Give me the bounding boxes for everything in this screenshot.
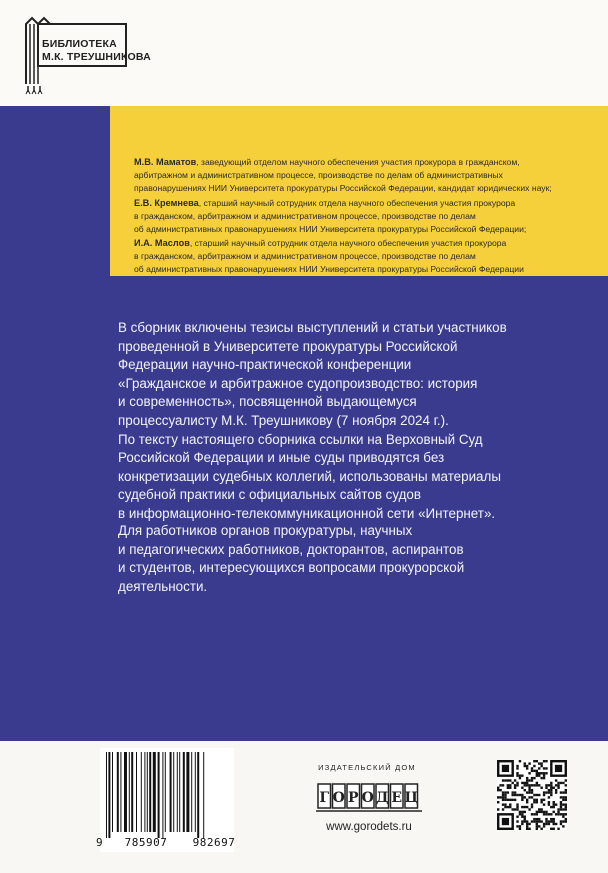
barcode-group-left: 785907 xyxy=(124,836,168,849)
publisher-letter: О xyxy=(361,790,374,806)
author-bio xyxy=(134,156,574,195)
logo-title: БИБЛИОТЕКА xyxy=(42,38,117,50)
author-bio-line: в гражданском, арбитражном и административном процессе, производстве по делам xyxy=(134,251,476,261)
author-name: Е.В. Кремнева xyxy=(134,198,199,208)
publisher-logo xyxy=(314,778,424,814)
publisher-label: ИЗДАТЕЛЬСКИЙ ДОМ xyxy=(318,763,416,772)
logo-subtitle: М.К. ТРЕУШНИКОВА xyxy=(42,51,151,63)
author-bio-line: , старший научный сотрудник отдела научного обеспечения участия прокурора xyxy=(198,198,516,208)
description-line: в информационно-телекоммуникационной сети «Интернет». xyxy=(118,505,496,521)
description-line: Федерации научно-практической конференции xyxy=(118,357,412,373)
description-line: проведенной в Университете прокуратуры Российской xyxy=(118,338,458,354)
barcode-group-right: 982697 xyxy=(192,836,236,849)
publisher-letter: Р xyxy=(347,790,359,806)
library-logo xyxy=(14,10,151,100)
description-line: В сборник включены тезисы выступлений и статьи участников xyxy=(118,320,507,335)
publisher-letter: Ц xyxy=(404,790,419,806)
barcode-digits xyxy=(96,836,246,849)
description-line: процессуалисту М.К. Треушникову (7 ноября 2024 г.). xyxy=(118,412,449,428)
publisher-letter: О xyxy=(332,790,345,806)
audience-line: деятельности. xyxy=(118,578,208,594)
description-line: По тексту настоящего сборника ссылки на Верховный Суд xyxy=(118,431,483,447)
description-text xyxy=(118,319,590,524)
author-bio xyxy=(134,197,574,236)
audience-line: Для работников органов прокуратуры, научных xyxy=(118,523,413,538)
description-line: «Гражданское и арбитражное судопроизводство: история xyxy=(118,375,478,391)
author-bio xyxy=(134,237,574,276)
audience-text xyxy=(118,522,590,596)
author-bio-line: правонарушениях НИИ Университета прокуратуры Российской Федерации, кандидат юридических наук; xyxy=(134,183,552,193)
author-bio-line: , старший научный сотрудник отдела научного обеспечения участия прокурора xyxy=(189,238,507,248)
description-line: конкретизации судебных коллегий, использованы материалы xyxy=(118,468,501,484)
audience-line: и педагогических работников, докторантов, аспирантов xyxy=(118,541,464,557)
blue-side-strip xyxy=(0,106,110,276)
description-line: судебной практики с официальных сайтов судов xyxy=(118,487,421,503)
author-name: М.В. Маматов xyxy=(134,157,197,167)
publisher-letter: Д xyxy=(376,790,389,806)
author-name: И.А. Маслов xyxy=(134,238,190,248)
author-bio-line: об административных правонарушениях НИИ Университета прокуратуры Российской Федерации xyxy=(134,264,524,274)
author-bio-line: арбитражном и административном процессе, производстве по делам об административных xyxy=(134,170,503,180)
qr-code xyxy=(497,760,567,830)
description-line: и современность», посвященной выдающемуся xyxy=(118,394,417,410)
author-bio-line: в гражданском, арбитражном и административном процессе, производстве по делам xyxy=(134,211,476,221)
publisher-url[interactable]: www.gorodets.ru xyxy=(326,821,412,833)
publisher-letter: Е xyxy=(391,790,403,806)
author-bio-line: , заведующий отделом научного обеспечения участия прокурора в гражданском, xyxy=(196,157,520,167)
publisher-letter: Г xyxy=(319,790,330,806)
audience-line: и студентов, интересующихся вопросами прокурорской xyxy=(118,560,465,576)
description-line: Российской Федерации и иные суды приводятся без xyxy=(118,450,445,466)
barcode-first-digit: 9 xyxy=(96,836,104,849)
author-bio-line: об административных правонарушениях НИИ Университета прокуратуры Российской Федерации; xyxy=(134,224,527,234)
